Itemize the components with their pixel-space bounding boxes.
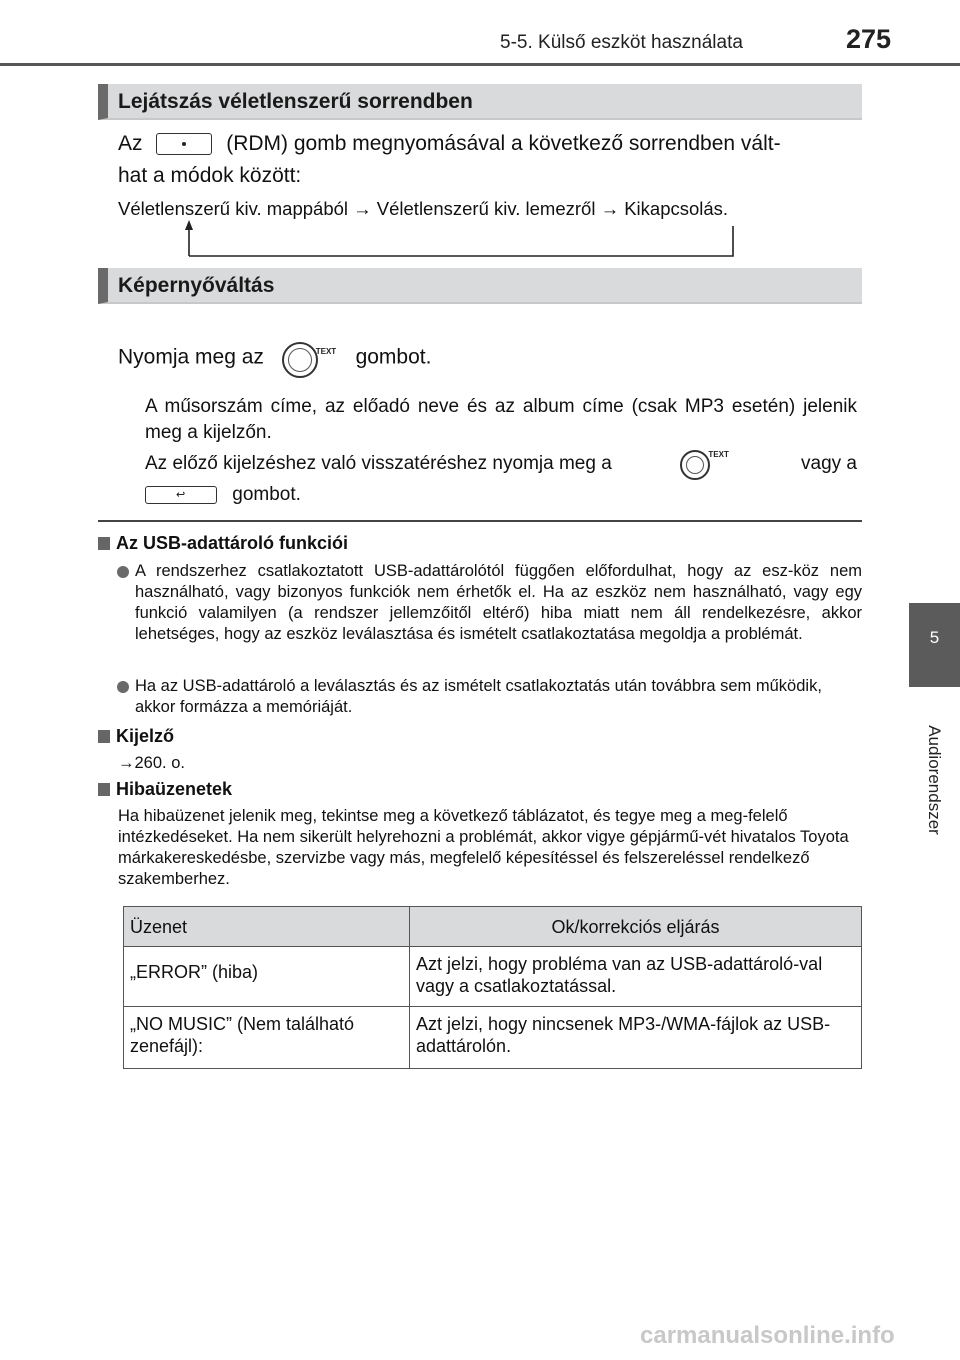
mode-sequence: Véletlenszerű kiv. mappából → Véletlenszerű kiv. lemezről → Kikapcsolás. xyxy=(118,198,729,219)
column-header-action: Ok/korrekciós eljárás xyxy=(410,907,862,947)
back-after: gombot. xyxy=(232,484,301,505)
column-header-message: Üzenet xyxy=(124,907,410,947)
table-cell: Azt jelzi, hogy probléma van az USB-adattároló-val vagy a csatlakoztatással. xyxy=(410,947,862,1007)
table-row xyxy=(124,947,862,1007)
press-text-line xyxy=(118,336,431,380)
intro-after: (RDM) gomb megnyomásával a következő sorrendben vált- xyxy=(226,132,781,155)
chapter-label: Audiorendszer xyxy=(925,725,944,835)
text-knob-icon: TEXT xyxy=(678,448,734,480)
section-title: Lejátszás véletlenszerű sorrendben xyxy=(118,90,473,113)
back-before: Az előző kijelzéshez való visszatéréshez nyomja meg a xyxy=(145,453,612,474)
table-cell: „ERROR” (hiba) xyxy=(124,947,410,1007)
watermark: carmanualsonline.info xyxy=(640,1322,895,1349)
round-bullet-icon xyxy=(117,681,129,693)
square-bullet-icon xyxy=(98,537,110,550)
screen-desc: A műsorszám címe, az előadó neve és az album címe (csak MP3 esetén) jelenik meg a kijelzőn. xyxy=(145,396,857,443)
section-heading-random xyxy=(98,84,862,120)
cycle-arrow-icon xyxy=(178,218,738,260)
header-rule xyxy=(0,63,960,66)
press-before: Nyomja meg az xyxy=(118,345,264,369)
back-middle: vagy a xyxy=(801,453,857,474)
intro-before: Az xyxy=(118,132,143,155)
round-bullet-icon xyxy=(117,566,129,578)
table-cell: „NO MUSIC” (Nem található zenefájl): xyxy=(124,1007,410,1069)
intro-line2: hat a módok között: xyxy=(118,164,302,187)
square-bullet-icon xyxy=(98,730,110,743)
text-knob-icon: TEXT xyxy=(280,336,340,380)
usb-bullet-1: A rendszerhez csatlakoztatott USB-adattárolótól függően előfordulhat, hogy az esz-köz nem használható, vagy bizonyos funkciók nem érhetők el. Ha az eszköz nem használható, vagy egy funkció valamilyen (a rendszer jellemzőitől eltérő) hiba miatt nem áll rendelkezésre, akkor lehetséges, hogy az eszköz leválasztása és ismételt csatlakoztatása megoldja a problémát. xyxy=(135,562,862,643)
errors-heading: Hibaüzenetek xyxy=(98,779,232,800)
section-title: Képernyőváltás xyxy=(118,274,275,297)
display-reference: →260. o. xyxy=(118,754,185,772)
error-table xyxy=(123,906,862,1069)
usb-bullet-2: Ha az USB-adattároló a leválasztás és az ismételt csatlakoztatás után továbbra sem működik, akkor formázza a memóriáját. xyxy=(135,677,822,716)
section-divider xyxy=(98,520,862,522)
rdm-button-icon xyxy=(156,133,212,155)
section-heading-screen xyxy=(98,268,862,304)
press-after: gombot. xyxy=(355,345,432,369)
back-instruction xyxy=(145,448,857,508)
usb-heading: Az USB-adattároló funkciói xyxy=(98,533,348,554)
table-row xyxy=(124,1007,862,1069)
table-header-row xyxy=(124,907,862,947)
display-heading: Kijelző xyxy=(98,726,174,747)
page-number: 275 xyxy=(846,24,892,54)
square-bullet-icon xyxy=(98,783,110,796)
back-button-icon: ↩ xyxy=(145,486,217,504)
table-cell: Azt jelzi, hogy nincsenek MP3-/WMA-fájlok az USB-adattárolón. xyxy=(410,1007,862,1069)
rdm-intro xyxy=(118,128,862,160)
running-header-section: 5-5. Külső eszköt használata xyxy=(500,32,743,53)
errors-text: Ha hibaüzenet jelenik meg, tekintse meg a következő táblázatot, és tegye meg a meg-felelő intézkedéseket. Ha nem sikerült helyrehozni a problémát, akkor vigye gépjármű-vét hivatalos Toyota márkakereskedésbe, szervizbe vagy más, megfelelő képesítéssel és felszereléssel rendelkező szakemberhez. xyxy=(118,807,849,888)
chapter-number: 5 xyxy=(929,628,940,647)
